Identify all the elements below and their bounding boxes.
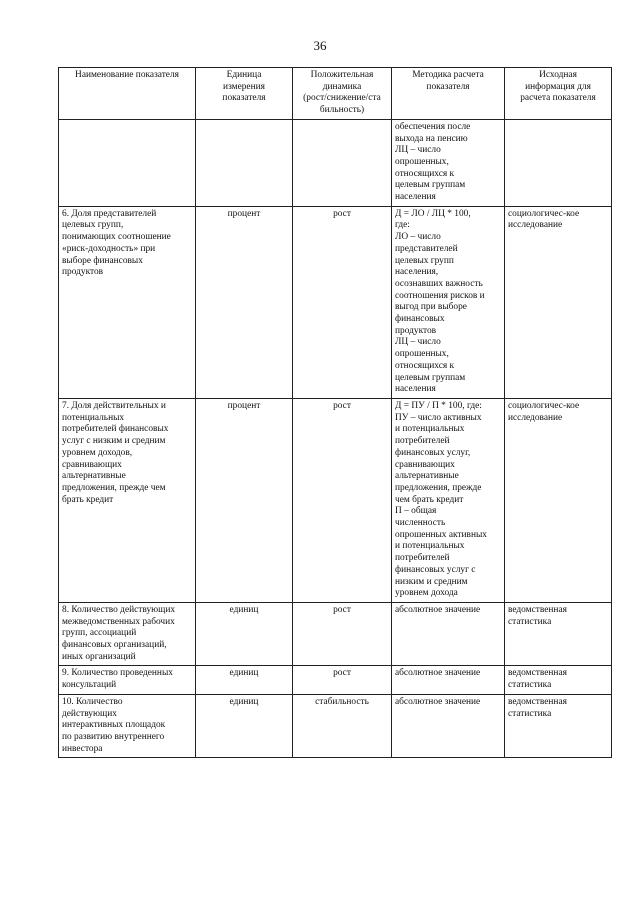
indicator-name-cell: 8. Количество действующих межведомственных рабочих групп, ассоциаций финансовых организаций, иных организаций bbox=[59, 602, 196, 666]
header-calculation-method: Методика расчета показателя bbox=[392, 68, 505, 120]
unit-cell bbox=[196, 119, 293, 206]
header-indicator-name: Наименование показателя bbox=[59, 68, 196, 120]
header-source-info: Исходная информация для расчета показателя bbox=[505, 68, 612, 120]
dynamics-cell: рост bbox=[293, 666, 392, 694]
source-cell: ведомственная статистика bbox=[505, 694, 612, 758]
unit-cell: единиц bbox=[196, 602, 293, 666]
indicator-name-cell: 9. Количество проведенных консультаций bbox=[59, 666, 196, 694]
page-number: 36 bbox=[313, 38, 327, 53]
table-row bbox=[59, 398, 612, 602]
method-cell: абсолютное значение bbox=[392, 602, 505, 666]
unit-cell: единиц bbox=[196, 694, 293, 758]
table-row bbox=[59, 206, 612, 398]
unit-cell: процент bbox=[196, 398, 293, 602]
table-row bbox=[59, 119, 612, 206]
header-unit: Единица измерения показателя bbox=[196, 68, 293, 120]
method-cell: абсолютное значение bbox=[392, 666, 505, 694]
source-cell: ведомственная статистика bbox=[505, 602, 612, 666]
method-cell: Д = ПУ / П * 100, где: ПУ – число активных и потенциальных потребителей финансовых услуг, сравнивающих альтернативные предложения, прежде чем брать кредит П – общая численность опрошенных активных и потенциальных потребителей финансовых услуг с низким и средним уровнем дохода bbox=[392, 398, 505, 602]
table-row bbox=[59, 694, 612, 758]
dynamics-cell bbox=[293, 119, 392, 206]
table-row bbox=[59, 602, 612, 666]
indicator-name-cell bbox=[59, 119, 196, 206]
method-cell: абсолютное значение bbox=[392, 694, 505, 758]
unit-cell: процент bbox=[196, 206, 293, 398]
dynamics-cell: стабильность bbox=[293, 694, 392, 758]
indicator-name-cell: 6. Доля представителей целевых групп, понимающих соотношение «риск-доходность» при выборе финансовых продуктов bbox=[59, 206, 196, 398]
dynamics-cell: рост bbox=[293, 398, 392, 602]
source-cell: социологичес-кое исследование bbox=[505, 206, 612, 398]
table-row bbox=[59, 666, 612, 694]
source-cell: ведомственная статистика bbox=[505, 666, 612, 694]
indicator-name-cell: 10. Количество действующих интерактивных площадок по развитию внутреннего инвестора bbox=[59, 694, 196, 758]
method-cell: обеспечения после выхода на пенсию ЛЦ – число опрошенных, относящихся к целевым группам населения bbox=[392, 119, 505, 206]
dynamics-cell: рост bbox=[293, 206, 392, 398]
unit-cell: единиц bbox=[196, 666, 293, 694]
header-positive-dynamics: Положительная динамика (рост/снижение/ста бильность) bbox=[293, 68, 392, 120]
dynamics-cell: рост bbox=[293, 602, 392, 666]
method-cell: Д = ЛО / ЛЦ * 100, где: ЛО – число представителей целевых групп населения, осознавших важность соотношения рисков и выгод при выборе финансовых продуктов ЛЦ – число опрошенных, относящихся к целевым группам населения bbox=[392, 206, 505, 398]
source-cell bbox=[505, 119, 612, 206]
source-cell: социологичес-кое исследование bbox=[505, 398, 612, 602]
table-header-row bbox=[59, 68, 612, 120]
indicators-table bbox=[58, 67, 612, 758]
indicator-name-cell: 7. Доля действительных и потенциальных потребителей финансовых услуг с низким и средним уровнем доходов, сравнивающих альтернативные предложения, прежде чем брать кредит bbox=[59, 398, 196, 602]
